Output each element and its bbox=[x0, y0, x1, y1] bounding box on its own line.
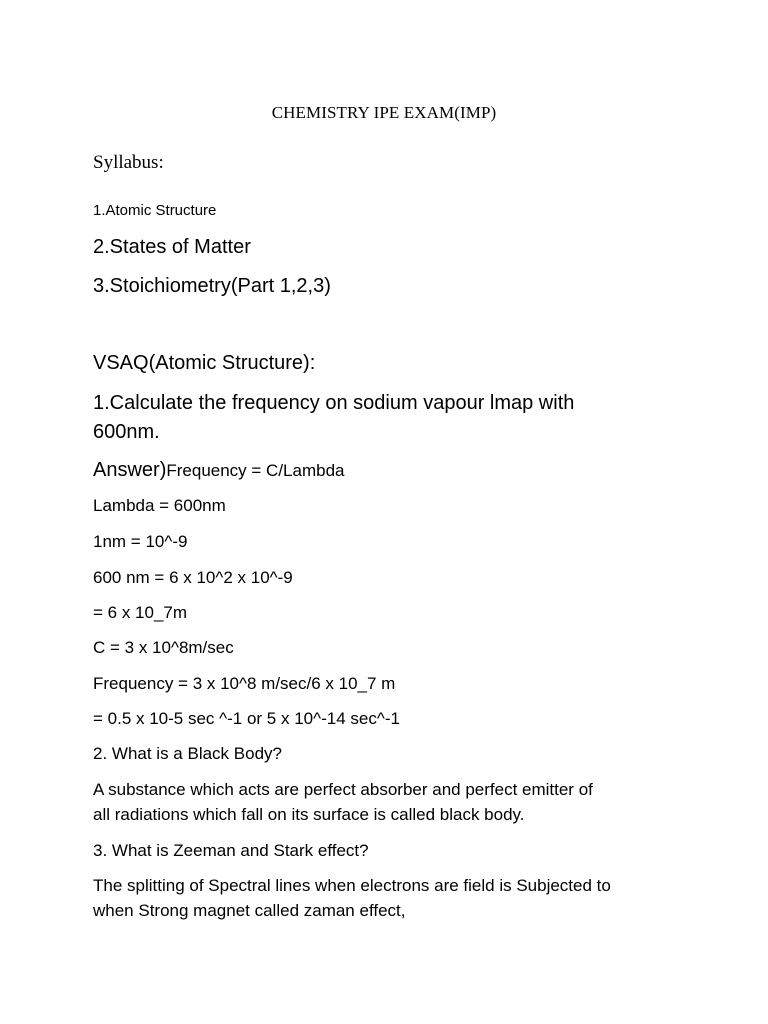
answer-2-line-2: all radiations which fall on its surface is called black body. bbox=[93, 805, 525, 824]
syllabus-item-stoichiometry: 3.Stoichiometry(Part 1,2,3) bbox=[93, 275, 331, 297]
answer-step: Lambda = 600nm bbox=[93, 496, 226, 515]
answer-label: Answer) bbox=[93, 459, 167, 481]
answer-2-line-1: A substance which acts are perfect absorber and perfect emitter of bbox=[93, 780, 593, 799]
question-2: 2. What is a Black Body? bbox=[93, 744, 282, 763]
answer-step: Frequency = 3 x 10^8 m/sec/6 x 10_7 m bbox=[93, 674, 396, 693]
answer-first: Frequency = C/Lambda bbox=[166, 461, 345, 480]
question-3: 3. What is Zeeman and Stark effect? bbox=[93, 841, 369, 860]
answer-step: 1nm = 10^-9 bbox=[93, 532, 188, 551]
answer-3-line-2: when Strong magnet called zaman effect, bbox=[93, 901, 406, 920]
syllabus-heading: Syllabus: bbox=[93, 152, 164, 173]
answer-3-line-1: The splitting of Spectral lines when electrons are field is Subjected to bbox=[93, 876, 611, 895]
answer-step: = 0.5 x 10-5 sec ^-1 or 5 x 10^-14 sec^-1 bbox=[93, 709, 400, 728]
section-heading: VSAQ(Atomic Structure): bbox=[93, 352, 316, 374]
answer-step: C = 3 x 10^8m/sec bbox=[93, 638, 234, 657]
question-1-line-2: 600nm. bbox=[93, 421, 160, 443]
answer-line bbox=[93, 460, 345, 480]
document-title: CHEMISTRY IPE EXAM(IMP) bbox=[271, 103, 497, 122]
answer-step: = 6 x 10_7m bbox=[93, 603, 188, 622]
syllabus-item-states-of-matter: 2.States of Matter bbox=[93, 236, 251, 258]
answer-step: 600 nm = 6 x 10^2 x 10^-9 bbox=[93, 568, 293, 587]
question-1-line-1: 1.Calculate the frequency on sodium vapour lmap with bbox=[93, 392, 575, 414]
syllabus-item-atomic-structure: 1.Atomic Structure bbox=[93, 202, 217, 219]
